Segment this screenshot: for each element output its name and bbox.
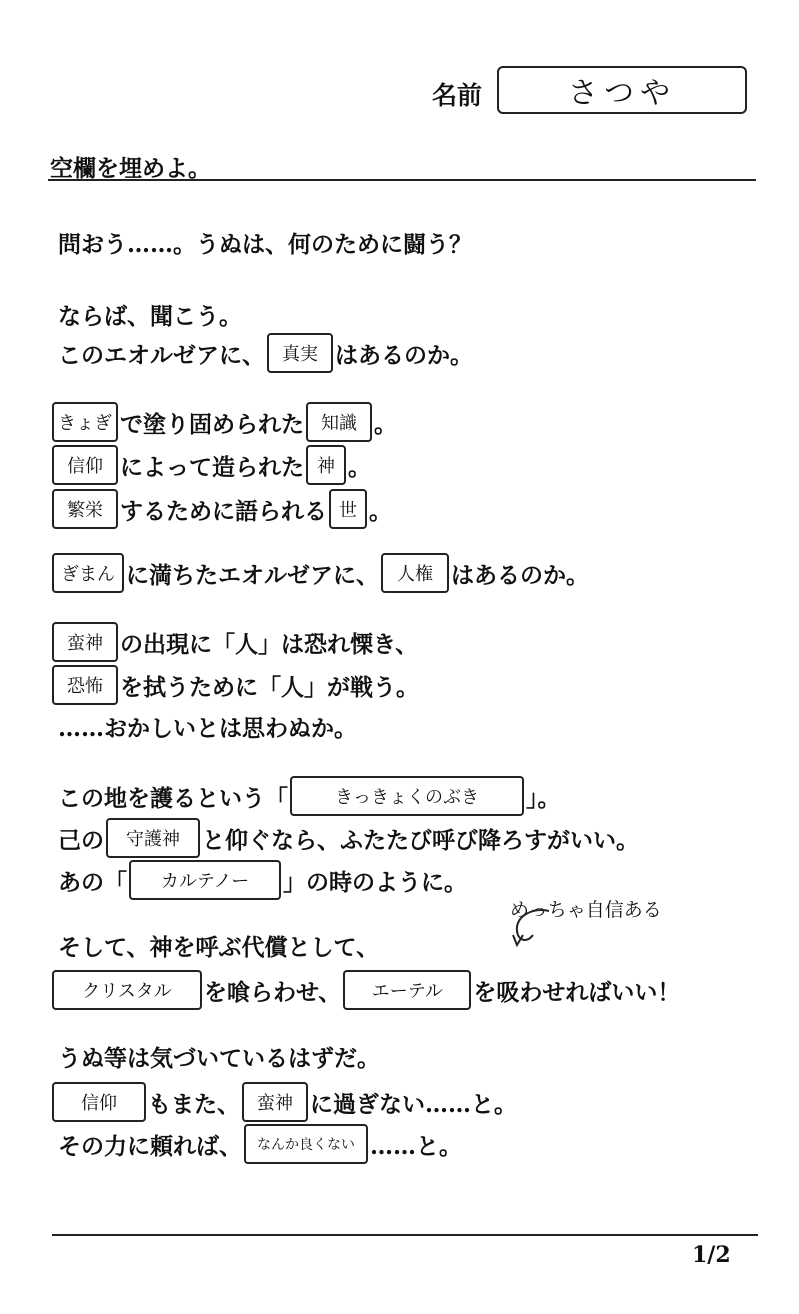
line-text: で塗り固められた <box>120 410 304 438</box>
answer-box[interactable]: 守護神 <box>106 818 200 858</box>
line-12 <box>58 818 639 858</box>
answer-box[interactable]: きっきょくのぶき <box>290 776 524 816</box>
line-11 <box>58 776 561 816</box>
answer-box[interactable]: エーテル <box>343 970 471 1010</box>
line-15 <box>58 970 680 1010</box>
line-text: 己の <box>58 826 104 854</box>
line-18 <box>58 1124 462 1164</box>
answer-box[interactable]: 真実 <box>267 333 333 373</box>
line-09 <box>58 665 419 705</box>
answer-box[interactable]: クリスタル <box>52 970 202 1010</box>
answer-box[interactable]: きょぎ <box>52 402 118 442</box>
line-text: によって造られた <box>120 453 304 481</box>
line-text: の出現に「人」は恐れ慄き、 <box>120 630 419 658</box>
line-text: に満ちたエオルゼアに、 <box>126 561 379 589</box>
line-text: この地を護るという「 <box>58 784 288 812</box>
answer-box[interactable]: ぎまん <box>52 553 124 593</box>
line-text: を喰らわせ、 <box>204 978 342 1006</box>
line-02 <box>58 294 242 334</box>
answer-box[interactable]: 蛮神 <box>242 1082 308 1122</box>
line-text: あの「 <box>58 868 127 896</box>
answer-box[interactable]: 信仰 <box>52 445 118 485</box>
line-14 <box>58 925 379 965</box>
line-text: 。 <box>374 410 397 438</box>
heading-rule <box>48 179 756 181</box>
line-text: その力に頼れば、 <box>58 1132 242 1160</box>
answer-box[interactable]: なんか良くない <box>244 1124 368 1164</box>
line-text: ……と。 <box>370 1132 462 1160</box>
name-label: 名前 <box>432 81 483 110</box>
answer-box[interactable]: 世 <box>329 489 367 529</box>
line-text: と仰ぐなら、ふたたび呼び降ろすがいい。 <box>202 826 639 854</box>
footer-rule <box>52 1234 758 1236</box>
line-03 <box>58 333 473 373</box>
line-text: ならば、聞こう。 <box>58 302 242 330</box>
line-text: そして、神を呼ぶ代償として、 <box>58 933 380 961</box>
line-text: はあるのか。 <box>335 341 473 369</box>
line-text: を吸わせればいい！ <box>473 978 681 1006</box>
line-text: 。 <box>369 497 392 525</box>
line-text: 問おう……。うぬは、何のために闘う？ <box>58 230 472 258</box>
answer-box[interactable]: 恐怖 <box>52 665 118 705</box>
line-08 <box>58 622 418 662</box>
answer-box[interactable]: 人権 <box>381 553 449 593</box>
answer-box[interactable]: 神 <box>306 445 346 485</box>
line-05 <box>58 445 371 485</box>
handwritten-note: めっちゃ自信ある <box>510 899 662 921</box>
line-text: はあるのか。 <box>451 561 589 589</box>
line-16 <box>58 1036 380 1076</box>
answer-box[interactable]: 信仰 <box>52 1082 146 1122</box>
line-text: 」の時のように。 <box>283 868 467 896</box>
answer-box[interactable]: カルテノー <box>129 860 281 900</box>
line-13 <box>58 860 467 900</box>
page-number: 1/2 <box>692 1242 731 1268</box>
instruction-heading: 空欄を埋めよ。 <box>50 155 211 182</box>
answer-box[interactable]: 繁栄 <box>52 489 118 529</box>
line-text: するために語られる <box>120 497 327 525</box>
line-01 <box>58 222 472 262</box>
name-field[interactable]: さつや <box>497 66 747 114</box>
line-17 <box>58 1082 517 1122</box>
line-text: に過ぎない……と。 <box>310 1090 517 1118</box>
curved-arrow-icon <box>505 905 553 951</box>
line-text: このエオルゼアに、 <box>58 341 265 369</box>
line-text: を拭うために「人」が戦う。 <box>120 673 419 701</box>
line-text: 」。 <box>526 784 561 812</box>
line-06 <box>58 489 392 529</box>
line-text: もまた、 <box>148 1090 240 1118</box>
answer-box[interactable]: 知識 <box>306 402 372 442</box>
line-text: うぬ等は気づいているはずだ。 <box>58 1044 380 1072</box>
line-text: ……おかしいとは思わぬか。 <box>58 714 357 742</box>
line-07 <box>58 553 589 593</box>
answer-box[interactable]: 蛮神 <box>52 622 118 662</box>
line-text: 。 <box>348 453 371 481</box>
line-10 <box>58 706 357 746</box>
line-04 <box>58 402 397 442</box>
